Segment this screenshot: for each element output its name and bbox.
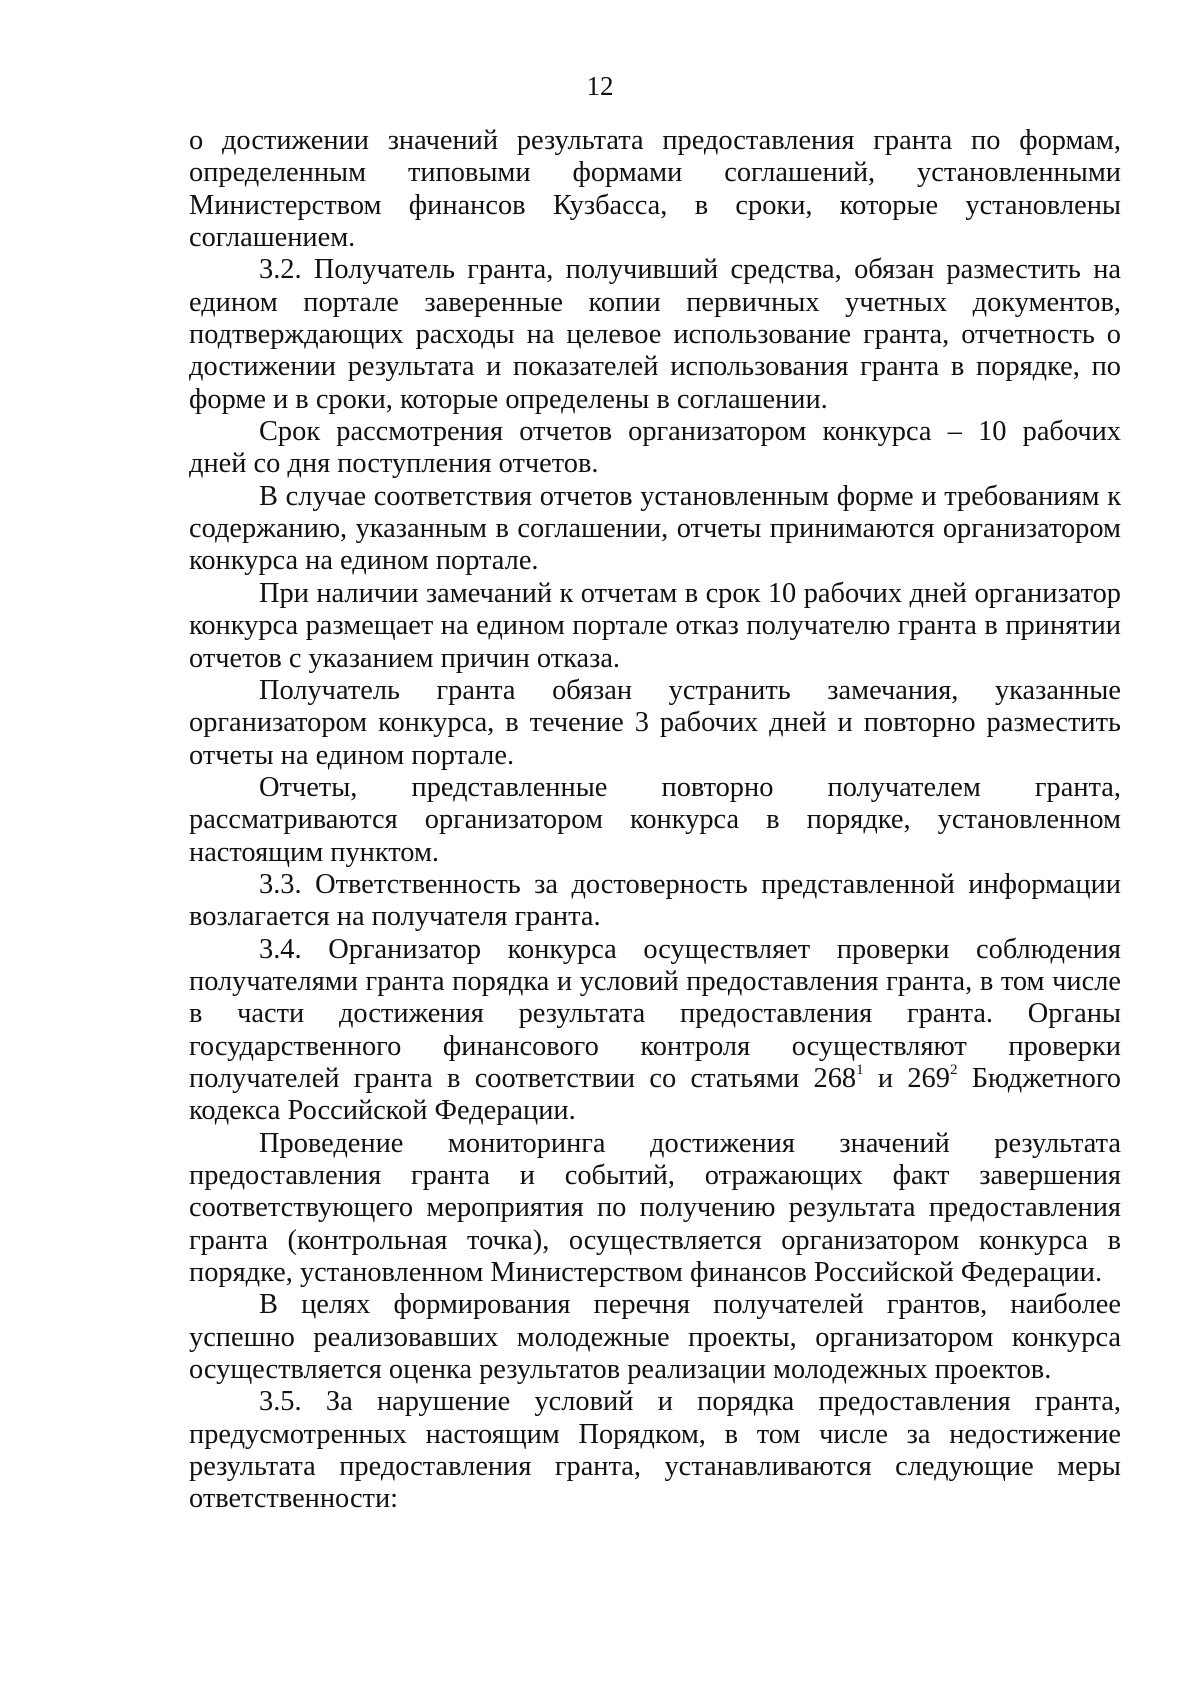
paragraph-3-3: 3.3. Ответственность за достоверность представленной информации возлагается на получателя гранта. [189,868,1121,933]
paragraph-3-4-text-start: 3.4. Организатор конкурса осуществляет проверки соблюдения получателями гранта порядка и условий предоставления гранта, в том числе в части достижения результата предоставления гранта. Органы государственного финансового контроля осуществляют проверки получателей гранта в соответствии со статьями 268 [189,933,1121,1094]
document-body [189,125,1121,1516]
paragraph-evaluation: В целях формирования перечня получателей грантов, наиболее успешно реализовавших молодежные проекты, организатором конкурса осуществляется оценка результатов реализации молодежных проектов. [189,1289,1121,1386]
paragraph-report-remarks: При наличии замечаний к отчетам в срок 10 рабочих дней организатор конкурса размещает на едином портале отказ получателю гранта в принятии отчетов с указанием причин отказа. [189,577,1121,674]
paragraph-3-4-text-middle: и 269 [863,1062,950,1094]
paragraph-monitoring: Проведение мониторинга достижения значений результата предоставления гранта и событий, отражающих факт завершения соответствующего мероприятия по получению результата предоставления гранта (контрольная точка), осуществляется организатором конкурса в порядке, установленном Министерством финансов Российской Федерации. [189,1127,1121,1289]
footnote-marker-1: 1 [856,1061,864,1078]
paragraph-continued-text: о достижении значений результата предоставления гранта по формам, определенным типовыми формами соглашений, установленными Министерством финансов Кузбасса, в сроки, которые установлены соглашением. [189,125,1121,254]
paragraph-fix-remarks: Получатель гранта обязан устранить замечания, указанные организатором конкурса, в течение 3 рабочих дней и повторно разместить отчеты на едином портале. [189,674,1121,771]
page-number: 12 [586,71,614,101]
paragraph-review-period: Срок рассмотрения отчетов организатором конкурса – 10 рабочих дней со дня поступления отчетов. [189,416,1121,480]
paragraph-3-5: 3.5. За нарушение условий и порядка предоставления гранта, предусмотренных настоящим Порядком, в том числе за недостижение результата предоставления гранта, устанавливаются следующие меры ответственности: [189,1386,1121,1515]
paragraph-3-2: 3.2. Получатель гранта, получивший средства, обязан разместить на едином портале заверенные копии первичных учетных документов, подтверждающих расходы на целевое использование гранта, отчетность о достижении результата и показателей использования гранта в порядке, по форме и в сроки, которые определены в соглашении. [189,254,1121,415]
footnote-marker-2: 2 [949,1061,958,1078]
paragraph-resubmitted-reports: Отчеты, представленные повторно получателем гранта, рассматриваются организатором конкурса в порядке, установленном настоящим пунктом. [189,771,1121,868]
paragraph-3-4 [189,934,1121,1128]
paragraph-report-acceptance: В случае соответствия отчетов установленным форме и требованиям к содержанию, указанным в соглашении, отчеты принимаются организатором конкурса на едином портале. [189,480,1121,577]
paragraph-3-4-text-end: Бюджетного кодекса Российской Федерации. [189,1062,1121,1127]
